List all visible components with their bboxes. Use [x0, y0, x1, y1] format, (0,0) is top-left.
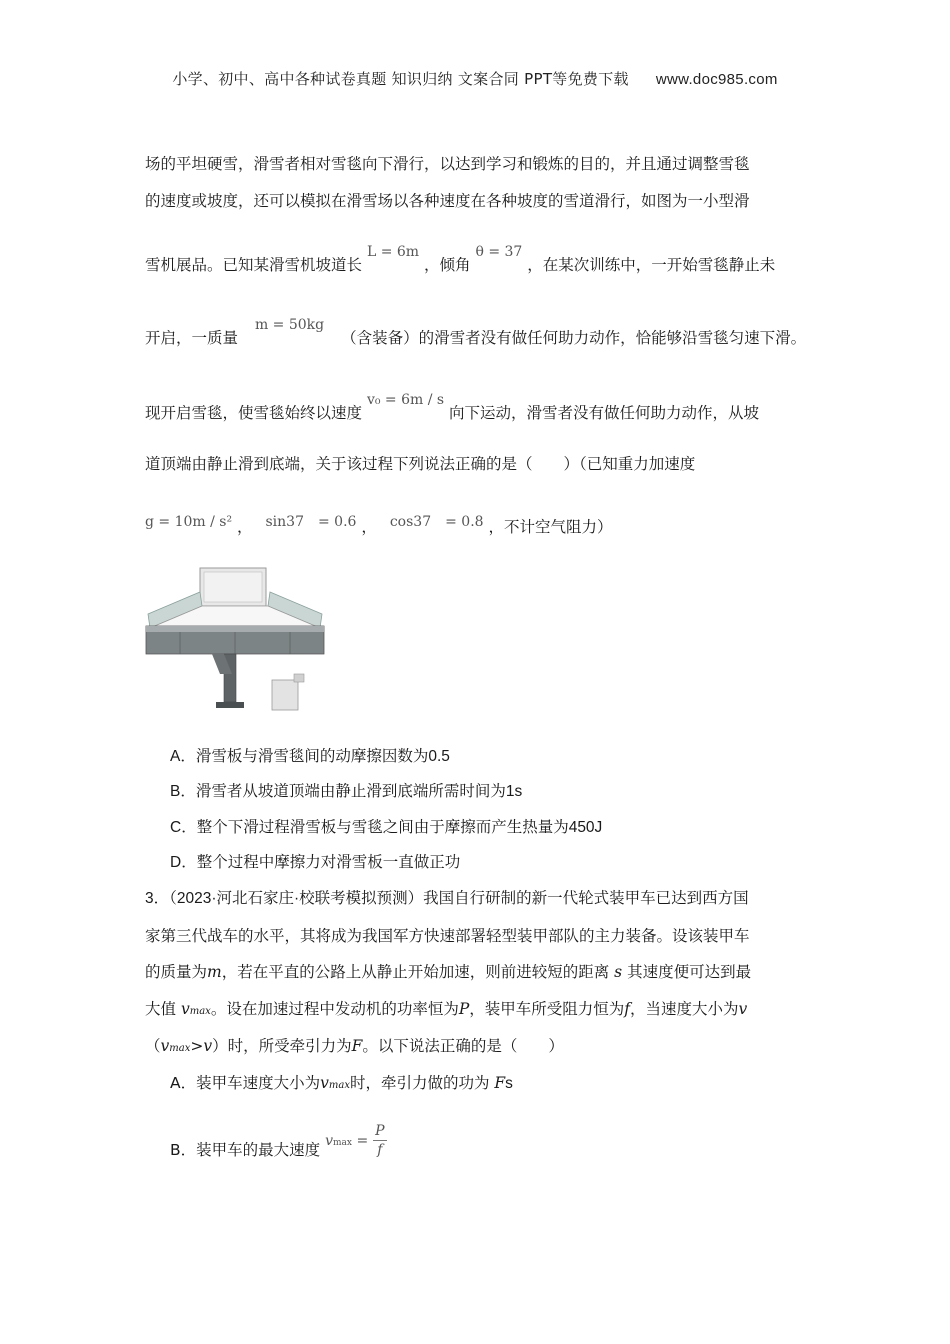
symbol-vmax-3: v — [320, 1074, 329, 1092]
formula-vmax — [325, 1133, 368, 1149]
symbol-s: s — [614, 963, 623, 981]
symbol-F: F — [351, 1037, 363, 1055]
q2-line-5-a: 现开启雪毯，使雪毯始终以速度 — [145, 404, 363, 422]
q2-option-a[interactable]: A．滑雪板与滑雪毯间的动摩擦因数为0.5 — [170, 748, 450, 765]
formula-cos37: cos37 = 0.8 — [389, 514, 484, 530]
fraction-denominator: f — [377, 1142, 383, 1158]
q2-line-4 — [145, 317, 807, 350]
symbol-vmax-2: v — [160, 1037, 170, 1055]
q2-line-3-b: ，倾角 — [424, 256, 471, 274]
formula-belt-speed: v₀ = 6m / s — [366, 392, 445, 408]
symbol-P: P — [458, 1000, 470, 1018]
symbol-gt: > — [190, 1037, 204, 1055]
symbol-F-2: F — [494, 1074, 506, 1092]
q3-line-1: 3．（2023·河北石家庄·校联考模拟预测）我国自行研制的新一代轮式装甲车已达到西方国 — [145, 890, 749, 907]
formula-vmax-fraction — [373, 1122, 386, 1159]
q3-line-4 — [145, 998, 747, 1023]
fraction-numerator: P — [375, 1123, 385, 1139]
q2-line-7 — [145, 516, 613, 539]
q2-line-7-sep1: ， — [237, 518, 253, 536]
formula-vmax-lhs: v — [325, 1133, 333, 1149]
formula-vmax-eq: = — [356, 1133, 369, 1149]
header-text: 小学、初中、高中各种试卷真题 知识归纳 文案合同 PPT等免费下载 — [172, 70, 629, 88]
q2-line-4-b: （含装备）的滑雪者没有做任何助力动作，恰能够沿雪毯匀速下滑。 — [341, 329, 807, 347]
q2-line-3-c: ，在某次训练中，一开始雪毯静止未 — [527, 256, 776, 274]
q3-line-5-a: （ — [145, 1037, 161, 1055]
q3-option-b-text: B．装甲车的最大速度 — [170, 1141, 321, 1159]
q2-line-5-b: 向下运动，滑雪者没有做任何助力动作，从坡 — [449, 404, 760, 422]
q3-option-b[interactable] — [170, 1123, 387, 1169]
q2-line-3-a: 雪机展品。已知某滑雪机坡道长 — [145, 256, 363, 274]
symbol-vmax-2-sub: max — [169, 1043, 191, 1054]
formula-gravity: g = 10m / s² — [145, 514, 233, 530]
symbol-v: v — [738, 1000, 748, 1018]
q3-line-3-b: ，若在平直的公路上从静止开始加速，则前进较短的距离 — [221, 963, 610, 981]
q2-line-2: 的速度或坡度，还可以模拟在滑雪场以各种速度在各种坡度的雪道滑行，如图为一小型滑 — [145, 192, 750, 210]
q3-option-a-text: A．装甲车速度大小为 — [170, 1074, 321, 1092]
formula-vmax-lhs-sub: max — [333, 1138, 352, 1148]
formula-incline-angle: θ = 37 — [475, 244, 523, 260]
q2-option-c[interactable]: C．整个下滑过程滑雪板与雪毯之间由于摩擦而产生热量为450J — [170, 819, 603, 836]
formula-mass: m = 50kg — [254, 317, 325, 333]
symbol-v-2: v — [203, 1037, 213, 1055]
symbol-s-2: s — [505, 1075, 513, 1092]
q2-line-3 — [145, 244, 776, 277]
symbol-m: m — [207, 963, 222, 981]
q3-line-2: 家第三代战车的水平，其将成为我国军方快速部署轻型装甲部队的主力装备。设该装甲车 — [145, 927, 750, 945]
symbol-f: f — [624, 1000, 631, 1018]
q2-line-4-a: 开启，一质量 — [145, 329, 239, 347]
symbol-vmax-sub: max — [189, 1006, 211, 1017]
q3-option-a[interactable] — [170, 1072, 513, 1097]
symbol-vmax: v — [180, 1000, 190, 1018]
q3-line-5-b: ）时，所受牵引力为 — [212, 1037, 352, 1055]
q2-line-7-b: ，不计空气阻力） — [488, 518, 613, 536]
q3-line-5-c: 。以下说法正确的是（ ） — [362, 1037, 564, 1055]
q3-line-3 — [145, 961, 751, 983]
q3-line-3-c: 其速度便可达到最 — [627, 963, 752, 981]
ski-machine-figure — [140, 562, 330, 720]
q2-line-6: 道顶端由静止滑到底端，关于该过程下列说法正确的是（ ）（已知重力加速度 — [145, 455, 696, 473]
formula-slope-length: L = 6m — [366, 244, 420, 260]
q3-line-3-a: 的质量为 — [145, 963, 208, 981]
q2-line-7-sep2: ， — [361, 518, 377, 536]
q3-line-4-d: ，当速度大小为 — [630, 1000, 739, 1018]
q3-line-4-b: 。设在加速过程中发动机的功率恒为 — [210, 1000, 459, 1018]
q3-line-4-c: ，装甲车所受阻力恒为 — [469, 1000, 625, 1018]
symbol-vmax-3-sub: max — [328, 1080, 350, 1091]
header-site[interactable]: www.doc985.com — [655, 71, 778, 88]
q3-line-5 — [145, 1035, 564, 1060]
q3-option-a-text-2: 时，牵引力做的功为 — [349, 1074, 495, 1092]
formula-sin37: sin37 = 0.6 — [265, 514, 357, 530]
page-header — [0, 68, 950, 89]
q2-option-d[interactable]: D．整个过程中摩擦力对滑雪板一直做正功 — [170, 854, 461, 871]
q2-line-1: 场的平坦硬雪，滑雪者相对雪毯向下滑行，以达到学习和锻炼的目的，并且通过调整雪毯 — [145, 155, 750, 173]
q2-line-5 — [145, 392, 760, 425]
q2-option-b[interactable]: B．滑雪者从坡道顶端由静止滑到底端所需时间为1s — [170, 783, 523, 800]
q3-line-4-a: 大值 — [145, 1000, 177, 1018]
